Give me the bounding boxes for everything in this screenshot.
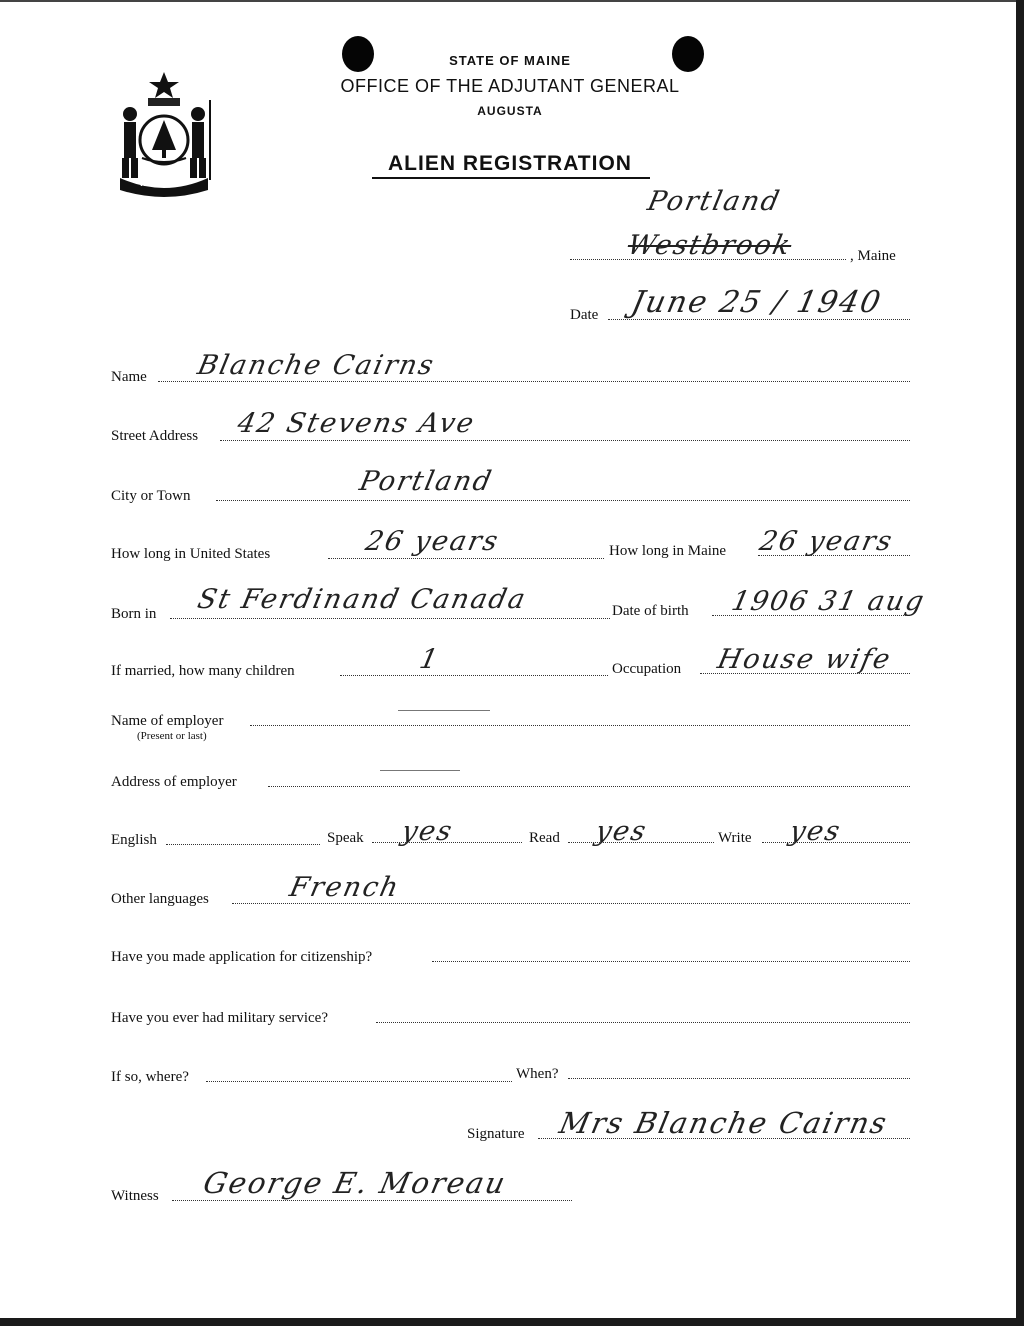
date-label: Date (570, 307, 599, 323)
employer-label: Name of employer (111, 713, 224, 729)
speak-value: yes (398, 816, 457, 847)
us-years-label: How long in United States (111, 546, 271, 562)
write-value: yes (786, 816, 845, 847)
employer-address-line (268, 786, 910, 787)
name-value: Blanche Cairns (194, 350, 438, 381)
children-line (340, 675, 608, 676)
occupation-label: Occupation (612, 661, 682, 677)
street-label: Street Address (111, 428, 199, 444)
citizenship-label: Have you made application for citizenship? (111, 949, 373, 965)
date-value: June 25 / 1940 (628, 285, 886, 320)
name-label: Name (111, 369, 147, 385)
dob-value: 1906 31 aug (728, 586, 929, 617)
seal-banner-text: MAINE (140, 177, 181, 189)
header-state: STATE OF MAINE (449, 53, 571, 68)
place-suffix: , Maine (850, 248, 896, 264)
street-line (220, 440, 910, 441)
military-label: Have you ever had military service? (111, 1010, 328, 1026)
city-line (216, 500, 910, 501)
scan-edge-right (1016, 0, 1024, 1326)
header-city: AUGUSTA (477, 104, 543, 118)
place-struck-out: Westbrook (624, 230, 795, 261)
english-label: English (111, 832, 157, 848)
scan-edge-bottom (0, 1318, 1024, 1326)
signature-value: Mrs Blanche Cairns (556, 1106, 892, 1140)
title-underline (372, 177, 650, 179)
write-label: Write (718, 830, 752, 846)
children-label: If married, how many children (111, 663, 295, 679)
employer-line (250, 725, 910, 726)
where-line (206, 1081, 512, 1082)
read-label: Read (529, 830, 560, 846)
witness-value: George E. Moreau (200, 1166, 510, 1200)
witness-label: Witness (111, 1188, 159, 1204)
children-value: 1 (416, 644, 443, 675)
citizenship-line (432, 961, 910, 962)
employer-address-label: Address of employer (111, 774, 237, 790)
read-value: yes (592, 816, 651, 847)
employer-dash (398, 710, 490, 711)
born-line (170, 618, 610, 619)
form-title: ALIEN REGISTRATION (388, 152, 632, 175)
scan-edge-top (0, 0, 1024, 2)
city-label: City or Town (111, 488, 191, 504)
maine-years-value: 26 years (756, 526, 897, 557)
other-languages-line (232, 903, 910, 904)
dob-label: Date of birth (612, 603, 689, 619)
signature-label: Signature (467, 1126, 525, 1142)
where-label: If so, where? (111, 1069, 189, 1085)
born-label: Born in (111, 606, 157, 622)
witness-line (172, 1200, 572, 1201)
place-handwritten: Portland (644, 186, 784, 217)
military-line (376, 1022, 910, 1023)
occupation-value: House wife (714, 644, 895, 675)
other-languages-value: French (286, 872, 403, 903)
when-label: When? (516, 1066, 559, 1082)
header-office: OFFICE OF THE ADJUTANT GENERAL (340, 76, 680, 96)
maine-years-label: How long in Maine (609, 543, 727, 559)
other-languages-label: Other languages (111, 891, 209, 907)
born-value: St Ferdinand Canada (194, 584, 530, 615)
speak-label: Speak (327, 830, 364, 846)
english-line (166, 844, 320, 845)
city-value: Portland (356, 466, 496, 497)
place-line (570, 259, 846, 260)
employer-address-dash (380, 770, 460, 771)
when-line (568, 1078, 910, 1079)
name-line (158, 381, 910, 382)
street-value: 42 Stevens Ave (234, 408, 479, 439)
employer-note: (Present or last) (137, 730, 207, 742)
us-years-value: 26 years (362, 526, 503, 557)
us-years-line (328, 558, 604, 559)
